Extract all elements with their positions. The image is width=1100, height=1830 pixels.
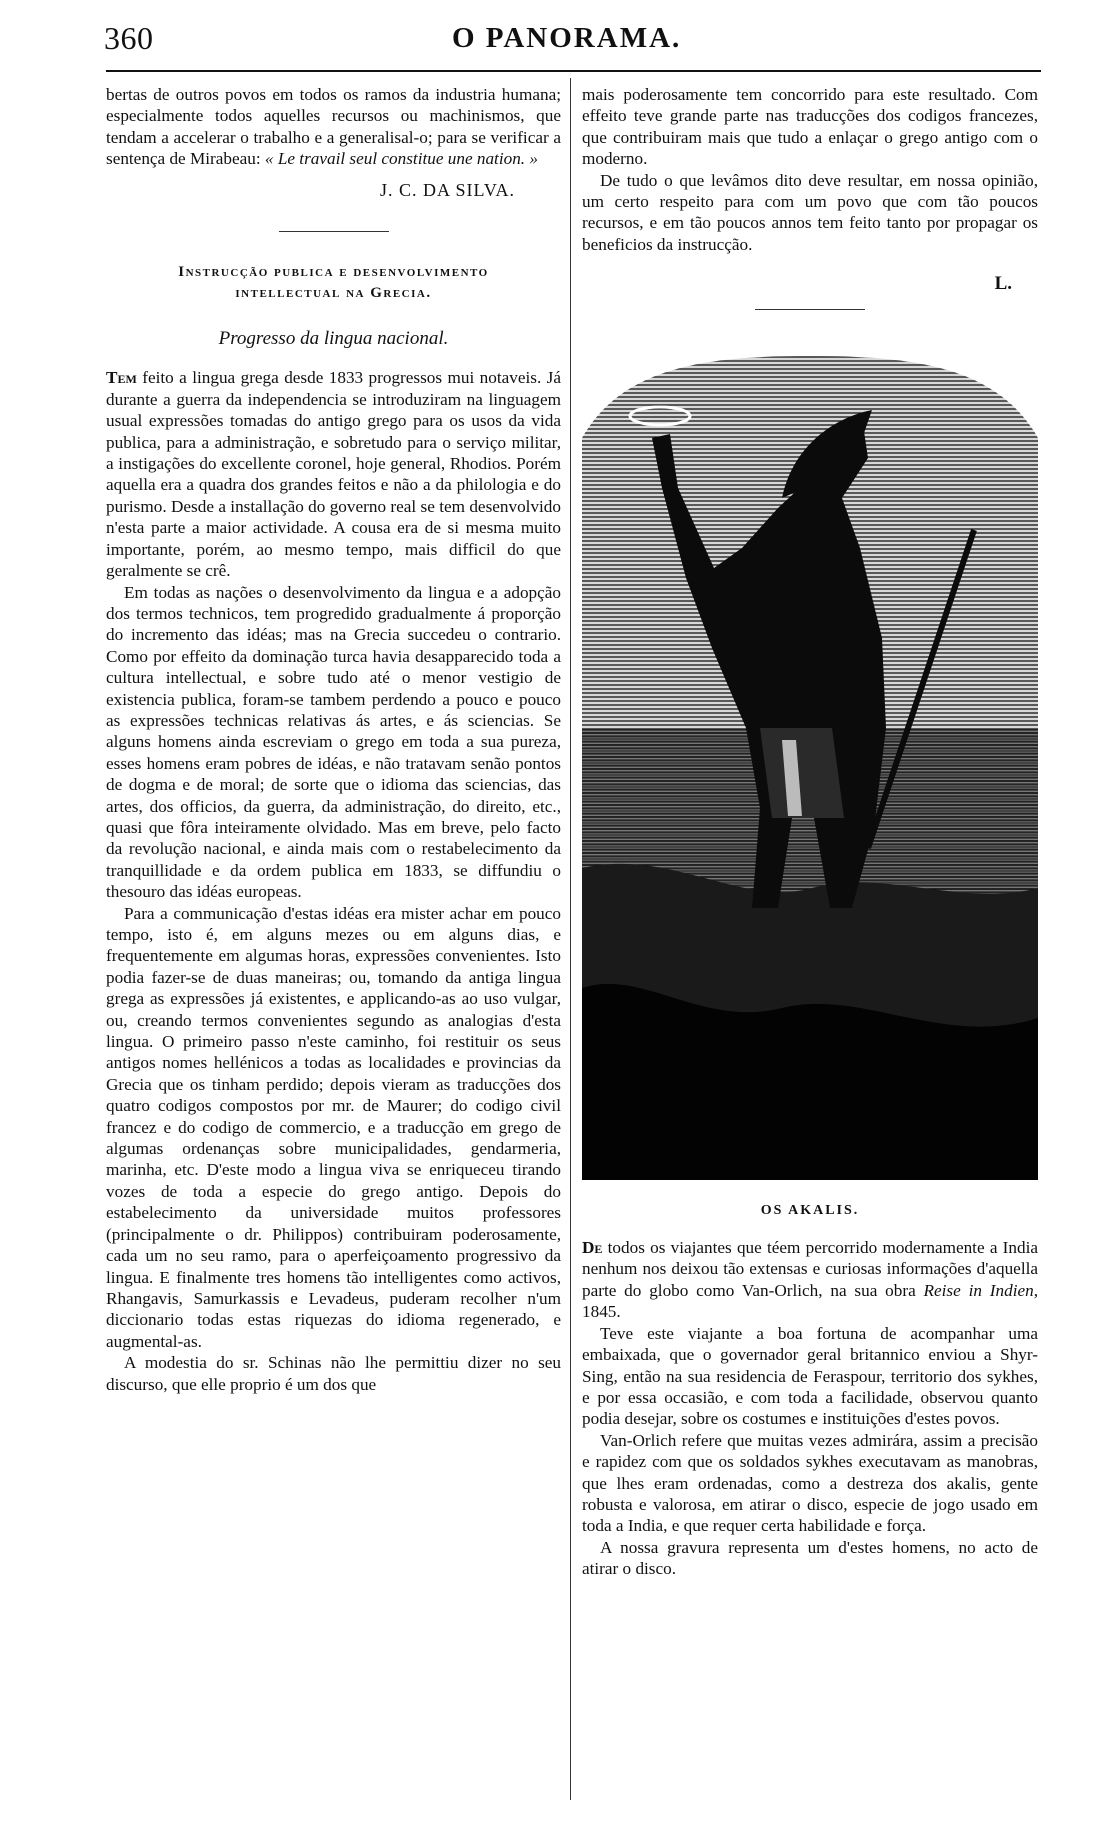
garment — [760, 728, 844, 818]
page-number: 360 — [104, 20, 154, 56]
paragraph: Van-Orlich refere que muitas vezes admirára, assim a precisão e rapidez com que os soldados sykhes executavam as manobras, que lhes eram ordenadas, como a destreza dos akalis, gente robusta e valorosa, em atirar o disco, especie de jogo usado em toda a India, e que requer certa habilidade e força. — [582, 1430, 1038, 1536]
left-column — [106, 84, 561, 1395]
paragraph-text: , 1845. — [582, 1280, 1038, 1322]
book-title: Reise in Indien — [923, 1280, 1034, 1300]
paragraph — [582, 1237, 1038, 1323]
paragraph: A nossa gravura representa um d'estes homens, no acto de atirar o disco. — [582, 1537, 1038, 1579]
paragraph: Teve este viajante a boa fortuna de acompanhar uma embaixada, que o governador geral britannico enviou a Shyr-Sing, então na sua residencia de Feraspour, territorio dos sykhes, e por essa occasião, e com toda a facilidade, observou quanto podia desejar, sobre os costumes e instituições d'estes povos. — [582, 1323, 1038, 1429]
section-separator — [279, 231, 389, 232]
article-heading-line-2: intellectual na Grecia. — [235, 285, 432, 302]
illustration-caption: OS AKALIS. — [760, 1202, 860, 1218]
author-signature: J. C. DA SILVA. — [379, 179, 515, 200]
article-subheading: Progresso da lingua nacional. — [218, 328, 449, 350]
paragraph — [106, 367, 561, 581]
continuation-text: bertas de outros povos em todos os ramos da industria humana; especialmente todos aquelles recursos ou machinismos, que tendam a accelerar o trabalho e a generalisal-o; para se verificar a sentença de Mirabeau: — [106, 85, 561, 169]
paragraph: Em todas as nações o desenvolvimento da lingua e a adopção dos termos technicos, tem progredido gradualmente á proporção do incremento das idéas; mas na Grecia succedeu o contrario. Como por effeito da dominação turca havia desapparecido toda a cultura intellectual, e sobre tudo até o menor vestigio de existencia publica, foram-se tambem perdendo a pouco e pouco as expressões technicas relativas ás artes, e ás sciencias. Se alguns homens ainda escreviam o grego em toda a sua pureza, esses homens eram pobres de idéas, e não tratavam senão pontos de dogma e de moral; de sorte que o idioma das sciencias, das artes, dos officios, da guerra, da administração, do direito, etc., quasi que fôra inteiramente olvidado. Mas em breve, pelo facto da revolução nacional, e ainda mais com o restabelecimento da tranquillidade e da ordem publica em 1833, se diffundiu o thesouro das idéas europeas. — [106, 582, 561, 902]
section-separator — [755, 309, 865, 310]
paragraph: A modestia do sr. Schinas não lhe permittiu dizer no seu discurso, que elle proprio é um dos que — [106, 1353, 561, 1394]
header-rule — [106, 70, 1041, 72]
mirabeau-quote: « Le travail seul constitue une nation. » — [264, 149, 538, 169]
lead-word: De — [582, 1238, 603, 1258]
right-column — [582, 84, 1038, 1580]
article-heading-line-1: Instrucção publica e desenvolvimento — [178, 264, 489, 281]
engraving-illustration — [582, 348, 1038, 1180]
paragraph-text: todos os viajantes que téem percorrido modernamente a India nenhum nos deixou tão extensas e curiosas informações d'aquella parte do globo como Van-Orlich, na sua obra — [582, 1238, 1038, 1300]
paragraph: Para a communicação d'estas idéas era mister achar em pouco tempo, isto é, em alguns mezes ou em alguns dias, e frequentemente em algumas horas, expressões convenientes. Isto podia fazer-se de duas maneiras; ou, tomando da antiga lingua grega as expressões já existentes, e applicando-as ao uso vulgar, ou, creando termos convenientes segundo as analogias d'esta lingua. O primeiro passo n'este caminho, foi restituir os seus antigos nomes hellénicos a todas as localidades e provincias da Grecia que os tinham perdido; depois vieram as traducções dos quatro codigos compostos por mr. de Maurer; do codigo civil francez e do codigo de commercio, e a traducção em grego de algumas ordenanças sobre municipalidades, gendarmeria, marinha, etc. D'este modo a lingua viva se enriqueceu tirando vozes de toda a especie do grego antigo. Depois do estabelecimento da universidade muitos professores (principalmente o dr. Philippos) contribuiram poderosamente, cada um no seu ramo, para o aperfeiçoamento progressivo da lingua. E finalmente tres homens tão intelligentes como activos, Rhangavis, Samurkassis e Levadeus, puderam recolher n'um diccionario todas estas riquezas do idioma regenerado, e augmental-as. — [106, 903, 561, 1351]
paragraph-text: feito a lingua grega desde 1833 progressos mui notaveis. Já durante a guerra da independencia se introduziram na linguagem usual expressões tomadas do antigo grego para os usos da vida publica, para a administração, e sobretudo para o serviço militar, a instigações do excellente coronel, hoje general, Rhodios. Porém aquella era a quadra dos grandes feitos e não a da philologia e do purismo. Desde a installação do governo real se tem desenvolvido n'esta parte a maior actividade. A cousa era de si mesma muito importante, porém, ao mesmo tempo, mais difficil do que geralmente se crê. — [106, 368, 561, 581]
paragraph: mais poderosamente tem concorrido para este resultado. Com effeito teve grande parte nas traducções dos codigos francezes, que contribuiram mais que tudo a enlaçar o grego antigo com o moderno. — [582, 85, 1038, 169]
author-initial: L. — [994, 273, 1012, 295]
column-divider — [570, 78, 571, 1800]
previous-article-ending — [106, 84, 561, 170]
lead-word: Tem — [106, 368, 137, 388]
akali-engraving — [582, 348, 1038, 1180]
article-heading — [106, 262, 561, 304]
running-title: O PANORAMA. — [452, 22, 682, 54]
engraving-scene — [582, 348, 1038, 1180]
paragraph: De tudo o que levâmos dito deve resultar, em nossa opinião, um certo respeito para com um povo que com tão poucos recursos, e em tão poucos annos tem feito tanto por propagar os beneficios da instrucção. — [582, 170, 1038, 254]
